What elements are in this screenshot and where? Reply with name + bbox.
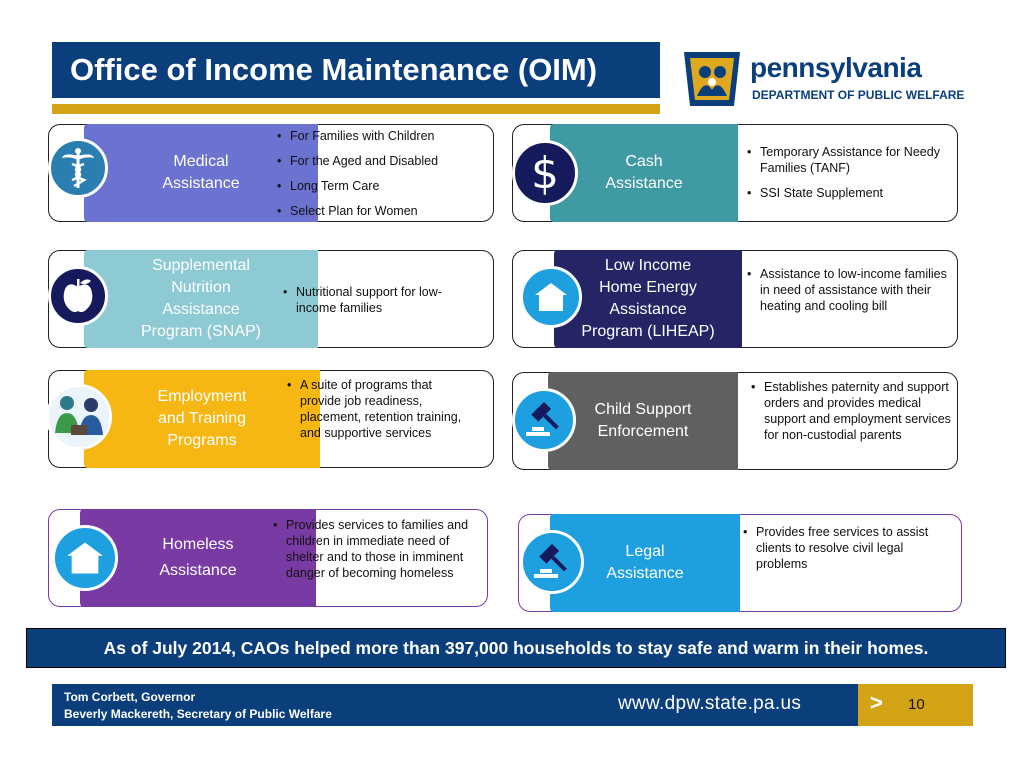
program-name xyxy=(548,372,738,470)
program-services-list xyxy=(740,524,950,581)
program-name-text: Homeless Assistance xyxy=(159,536,237,579)
list-item: • SSI State Supplement xyxy=(744,185,950,201)
list-item: • For Families with Children xyxy=(274,128,488,144)
secretary-name: Beverly Mackereth, Secretary of Public Welfare xyxy=(64,707,332,721)
program-name-text: Low Income Home Energy Assistance Program (LIHEAP) xyxy=(581,257,715,340)
footer xyxy=(52,684,858,726)
pa-dpw-logo xyxy=(680,48,980,112)
program-name-text: Cash Assistance xyxy=(605,153,683,192)
program-name xyxy=(554,250,742,348)
program-card-medical xyxy=(48,124,494,222)
program-card-child-support xyxy=(512,372,958,470)
summary-text: As of July 2014, CAOs helped more than 397,000 households to stay safe and warm in their homes. xyxy=(103,637,929,658)
program-card-legal xyxy=(518,514,962,612)
program-card-snap xyxy=(48,250,494,348)
program-name xyxy=(550,124,738,222)
list-item: • Temporary Assistance for Needy Families (TANF) xyxy=(744,144,950,176)
program-card-homeless xyxy=(48,509,488,607)
program-name-text: Medical Assistance xyxy=(162,153,240,192)
page-title: Office of Income Maintenance (OIM) xyxy=(70,52,598,87)
list-item: • Long Term Care xyxy=(274,178,488,194)
program-name-text: Legal Assistance xyxy=(606,543,684,582)
program-card-cash xyxy=(512,124,958,222)
program-services-list xyxy=(744,266,950,323)
apple-icon xyxy=(48,266,108,326)
page-number: 10 xyxy=(908,696,925,713)
program-services-list xyxy=(744,144,950,210)
house-icon xyxy=(52,525,118,591)
house-icon xyxy=(520,266,582,328)
keystone-icon xyxy=(680,48,744,112)
program-name-text: Employment and Training Programs xyxy=(157,388,247,449)
list-item: • Nutritional support for low-income families xyxy=(280,284,470,316)
program-services-list xyxy=(748,379,952,452)
caduceus-icon xyxy=(48,138,108,198)
title-underline xyxy=(52,104,660,114)
program-services-list xyxy=(284,377,470,450)
list-item: • Establishes paternity and support orders and provides medical support and employment services for non-custodial parents xyxy=(748,379,952,443)
gavel-icon xyxy=(520,530,584,594)
list-item: • Select Plan for Women xyxy=(274,203,488,219)
program-name-text: Supplemental Nutrition Assistance Program (SNAP) xyxy=(140,257,262,340)
next-arrow-icon[interactable]: > xyxy=(870,690,883,715)
footer-credits xyxy=(64,689,332,723)
list-item: • Provides free services to assist clients to resolve civil legal problems xyxy=(740,524,950,572)
program-services-list xyxy=(280,284,470,325)
logo-subtitle: DEPARTMENT OF PUBLIC WELFARE xyxy=(752,88,965,102)
program-name-text: Child Support Enforcement xyxy=(594,401,692,440)
gavel-icon xyxy=(512,388,576,452)
program-services-list xyxy=(270,517,480,590)
list-item: • For the Aged and Disabled xyxy=(274,153,488,169)
program-card-employment xyxy=(48,370,494,468)
people-icon xyxy=(46,384,112,450)
dollar-icon: $ xyxy=(512,140,578,206)
program-card-liheap xyxy=(512,250,958,348)
list-item: • Assistance to low-income families in need of assistance with their heating and cooling bill xyxy=(744,266,950,314)
title-bar xyxy=(52,42,660,98)
list-item: • Provides services to families and children in immediate need of shelter and to those in imminent danger of becoming homeless xyxy=(270,517,480,581)
governor-name: Tom Corbett, Governor xyxy=(64,690,196,704)
program-services-list xyxy=(274,128,488,228)
summary-banner xyxy=(26,628,1006,668)
list-item: • A suite of programs that provide job readiness, placement, retention training, and supportive services xyxy=(284,377,470,441)
logo-title: pennsylvania xyxy=(750,52,922,83)
website-link[interactable]: www.dpw.state.pa.us xyxy=(618,693,802,714)
footer-page-box xyxy=(858,684,973,726)
